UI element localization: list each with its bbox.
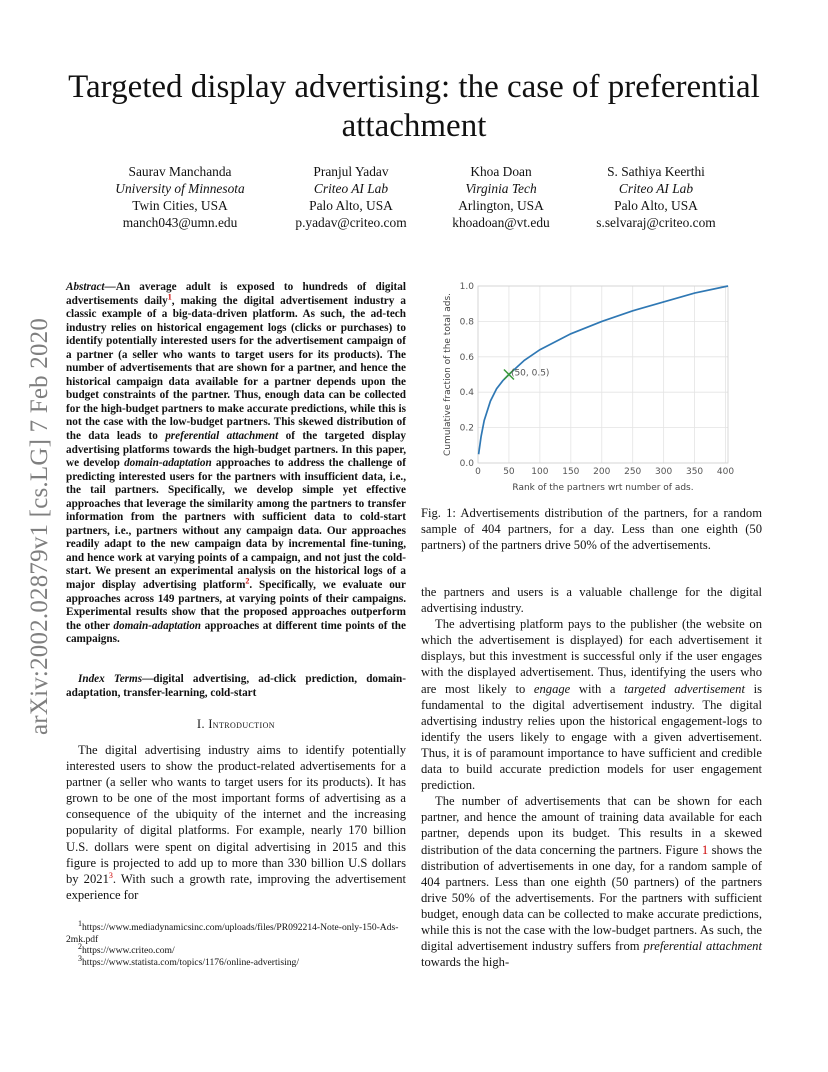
chart-y-axis-label: Cumulative fraction of the total ads. xyxy=(443,292,453,457)
author-email: manch043@umn.edu xyxy=(122,215,238,230)
index-terms-label: Index Terms xyxy=(78,673,143,685)
chart-y-tick-label: 0.6 xyxy=(459,352,474,363)
footnote-ref[interactable]: 3 xyxy=(108,870,113,880)
paragraph: The advertising platform pays to the publisher (the website on which the advertisement is displayed) for each advertisement it displays, but this investment is successful only if the user engages with the displayed advertisement. Thus, identifying the users who are most likely to engage with a targeted advertisement is fundamental to the digital advertisement industry. The digital advertising industry relies upon the historical engagement-logs to identify the users likely to engage with a given advertisement. Thus, it is of paramount importance to have sufficient and credible data to build accurate prediction models for user engagement prediction. xyxy=(421,617,762,793)
chart-y-tick-label: 1.0 xyxy=(459,282,474,292)
author-affiliation: Virginia Tech xyxy=(465,181,537,196)
paragraph: the partners and users is a valuable challenge for the digital advertising industry. xyxy=(421,585,762,616)
footnote: $^1$https://www.mediadynamicsinc.com/uploads/files/PR092214-Note-only-150-Ads-2mk.pdf xyxy=(66,918,399,945)
chart-annotation-label: (50, 0.5) xyxy=(510,368,550,379)
paragraph: The number of advertisements that can be shown for each partner, and hence the amount of training data available for each partner, depends upon its budget. This results in a skewed distribution of the data concerning the partners. Figure 1 shows the distribution of advertisements in one day, for a random sample of 404 partners. Less than one eighth (50 partners) of the partners drive 50% of the advertisements. For the partners with sufficient budget, enough data can be collected to make accurate predictions, while this is not the case with the low-budget partners. As such, the digital advertisement industry suffers from preferential attachment towards the high- xyxy=(421,794,762,970)
footnote-ref[interactable]: 2 xyxy=(245,576,250,586)
footnotes xyxy=(66,918,406,968)
section-heading: I. Introduction xyxy=(197,717,275,731)
chart-x-tick-label: 100 xyxy=(531,467,549,477)
index-terms: Index Terms—digital advertising, ad-click prediction, domain-adaptation, transfer-learning, cold-start xyxy=(66,673,406,699)
footnote-ref[interactable]: 1 xyxy=(167,291,172,301)
author-4 xyxy=(561,163,751,231)
chart-axes xyxy=(460,282,735,477)
footnote: $^2$https://www.criteo.com/ xyxy=(78,942,175,957)
figure-1-chart xyxy=(438,278,738,498)
chart-x-tick-label: 200 xyxy=(593,467,611,477)
chart-x-tick-label: 400 xyxy=(716,467,735,477)
author-name: Khoa Doan xyxy=(470,164,532,179)
author-email: s.selvaraj@criteo.com xyxy=(596,215,716,230)
figure-caption: Fig. 1: Advertisements distribution of the partners, for a random sample of 404 partners, for a day. Less than one eighth (50 partners) of the partners drive 50% of the advertisements. xyxy=(421,506,762,553)
chart-y-tick-label: 0.8 xyxy=(459,317,474,328)
author-location: Palo Alto, USA xyxy=(309,198,393,213)
right-column-text xyxy=(421,584,762,970)
author-location: Arlington, USA xyxy=(458,198,544,213)
chart-y-tick-label: 0.0 xyxy=(459,459,474,469)
chart-x-tick-label: 0 xyxy=(475,467,481,477)
chart-x-tick-label: 300 xyxy=(655,467,673,477)
chart-y-tick-label: 0.2 xyxy=(459,423,474,434)
author-name: Saurav Manchanda xyxy=(128,164,232,179)
abstract: Abstract—An average adult is exposed to hundreds of digital advertisements daily$^1$, making the digital advertisement industry a classic example of a big-data-driven platform. As such, the ad-tech industry relies on historical engagement logs (clicks or purchases) to identify potentially interested users for the advertisement campaign of a partner (a seller who wants to target users for its products). The number of advertisements that are shown for a partner, and hence the historical campaign data available for a partner depends upon the budget constraints of the partner. Thus, enough data can be collected for the high-budget partners to make accurate predictions, while this is not the case with the low-budget partners. This skewed distribution of the data leads to preferential attachment of the targeted display advertising platforms towards the high-budget partners. In this paper, we develop domain-adaptation approaches to address the challenge of predicting interested users for the partners with insufficient data, i.e., the tail partners. Specifically, we develop simple yet effective approaches that leverage the similarity among the partners to transfer information from the partners with sufficient data to cold-start partners, i.e., partners without any campaign data. Our approaches readily adapt to the new campaign data by incremental fine-tuning, and hence work at varying points of a campaign, and not just the cold-start. We present an experimental analysis on the historical logs of a major display advertising platform$^2$. Specifically, we evaluate our approaches across 149 partners, at varying points of their campaigns. Experimental results show that the proposed approaches outperform the other domain-adaptation approaches at different time points of the campaigns. xyxy=(66,281,407,646)
chart-x-axis-label: Rank of the partners wrt number of ads. xyxy=(512,483,694,493)
paper-title: Targeted display advertising: the case of preferential attachment xyxy=(68,69,760,144)
author-location: Palo Alto, USA xyxy=(614,198,698,213)
author-1 xyxy=(85,163,275,231)
author-location: Twin Cities, USA xyxy=(132,198,228,213)
footnote: $^3$https://www.statista.com/topics/1176/online-advertising/ xyxy=(78,953,299,968)
chart-x-tick-label: 250 xyxy=(624,467,642,477)
arxiv-identifier: arXiv:2002.02879v1 [cs.LG] 7 Feb 2020 xyxy=(26,317,53,735)
introduction-text: The digital advertising industry aims to identify potentially interested users to show the product-related advertisements for a partner (a seller who wants to target users for its products). It has grown to be one of the most important forms of advertising as a consequence of the ubiquity of the internet and the increasing popularity of digital platforms. For example, nearly 170 billion U.S. dollars were spent on digital advertising in 2015 and this figure is projected to add up to more than 330 billion U.S dollars by 2021$^3$. With such a growth rate, improving the advertisement experience for xyxy=(66,743,406,902)
author-name: Pranjul Yadav xyxy=(313,164,389,179)
author-name: S. Sathiya Keerthi xyxy=(607,164,705,179)
chart-x-tick-label: 150 xyxy=(562,467,580,477)
author-email: p.yadav@criteo.com xyxy=(295,215,407,230)
author-affiliation: University of Minnesota xyxy=(115,181,245,196)
author-email: khoadoan@vt.edu xyxy=(452,215,550,230)
chart-y-tick-label: 0.4 xyxy=(459,388,474,399)
chart-x-tick-label: 50 xyxy=(503,467,515,477)
abstract-label: Abstract xyxy=(66,281,105,293)
author-affiliation: Criteo AI Lab xyxy=(313,181,389,196)
author-affiliation: Criteo AI Lab xyxy=(618,181,694,196)
chart-x-tick-label: 350 xyxy=(685,467,704,477)
figure-ref[interactable]: 1 xyxy=(701,842,709,857)
